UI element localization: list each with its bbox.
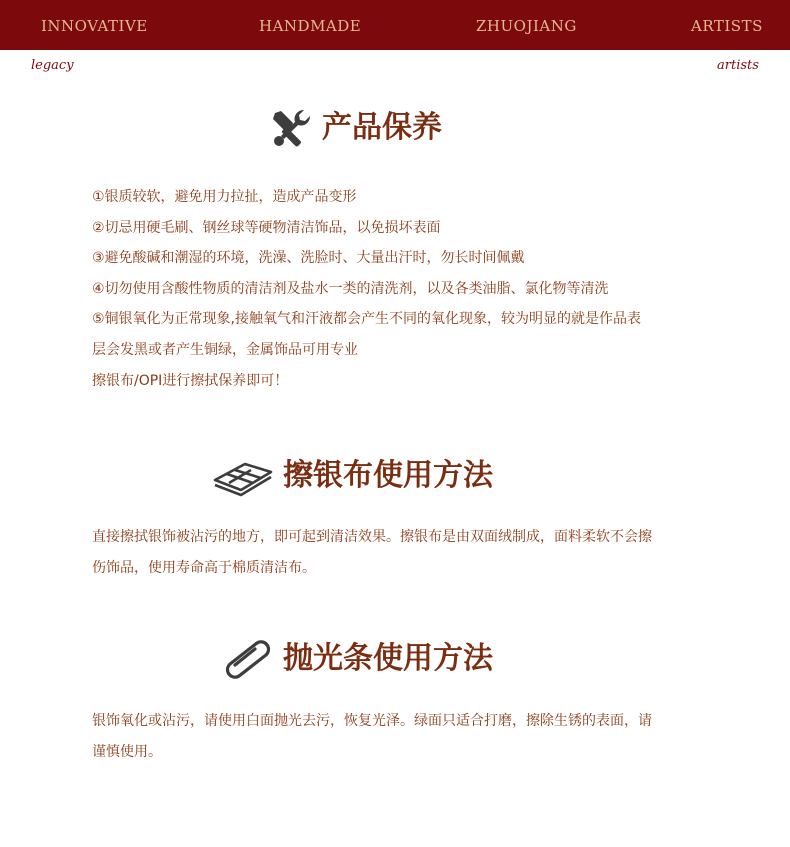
cloth-title: 擦银布使用方法 (283, 458, 493, 493)
strip-heading (221, 637, 521, 685)
care-line-7: 擦银布/OPI进行擦拭保养即可！ (92, 372, 289, 389)
nav-innovative: INNOVATIVE (41, 17, 148, 35)
care-title: 产品保养 (322, 110, 442, 145)
cloth-line-1: 直接擦拭银饰被沾污的地方，即可起到清洁效果。擦银布是由双面绒制成，面料柔软不会擦 (92, 529, 652, 545)
care-line-3: ③避免酸碱和潮湿的环境，洗澡、洗脸时、大量出汗时，勿长时间佩戴 (92, 250, 525, 267)
cloth-text (92, 522, 722, 583)
cloth-icon (211, 458, 275, 498)
nav-artists: ARTISTS (691, 17, 763, 35)
script-legacy: legacy (31, 58, 74, 73)
care-heading (268, 106, 488, 154)
care-line-4: ④切勿使用含酸性物质的清洁剂及盐水一类的清洗剂，以及各类油脂、氯化物等清洗 (92, 280, 609, 297)
nav-handmade: HANDMADE (259, 17, 362, 35)
cloth-line-2: 伤饰品，使用寿命高于棉质清洁布。 (92, 559, 316, 576)
care-text (92, 182, 722, 396)
care-line-2: ②切忌用硬毛刷、钢丝球等硬物清洁饰品，以免损坏表面 (92, 219, 441, 236)
tools-icon (270, 108, 312, 150)
strip-text (92, 706, 722, 767)
care-line-6: 层会发黑或者产生铜绿，金属饰品可用专业 (92, 341, 358, 358)
nav-zhuojiang: ZHUOJIANG (476, 17, 577, 35)
strip-line-2: 谨慎使用。 (92, 743, 162, 760)
script-artists: artists (717, 58, 759, 73)
strip-title: 抛光条使用方法 (283, 641, 493, 676)
strip-line-1: 银饰氧化或沾污，请使用白面抛光去污，恢复光泽。绿面只适合打磨，擦除生锈的表面，请 (92, 713, 652, 729)
cloth-heading (211, 454, 521, 502)
top-banner (0, 0, 790, 50)
polish-strip-icon (221, 637, 275, 683)
care-line-1: ①银质较软，避免用力拉扯，造成产品变形 (92, 189, 357, 205)
care-line-5: ⑤铜银氧化为正常现象,接触氧气和汗液都会产生不同的氧化现象，较为明显的就是作品表 (92, 311, 641, 328)
